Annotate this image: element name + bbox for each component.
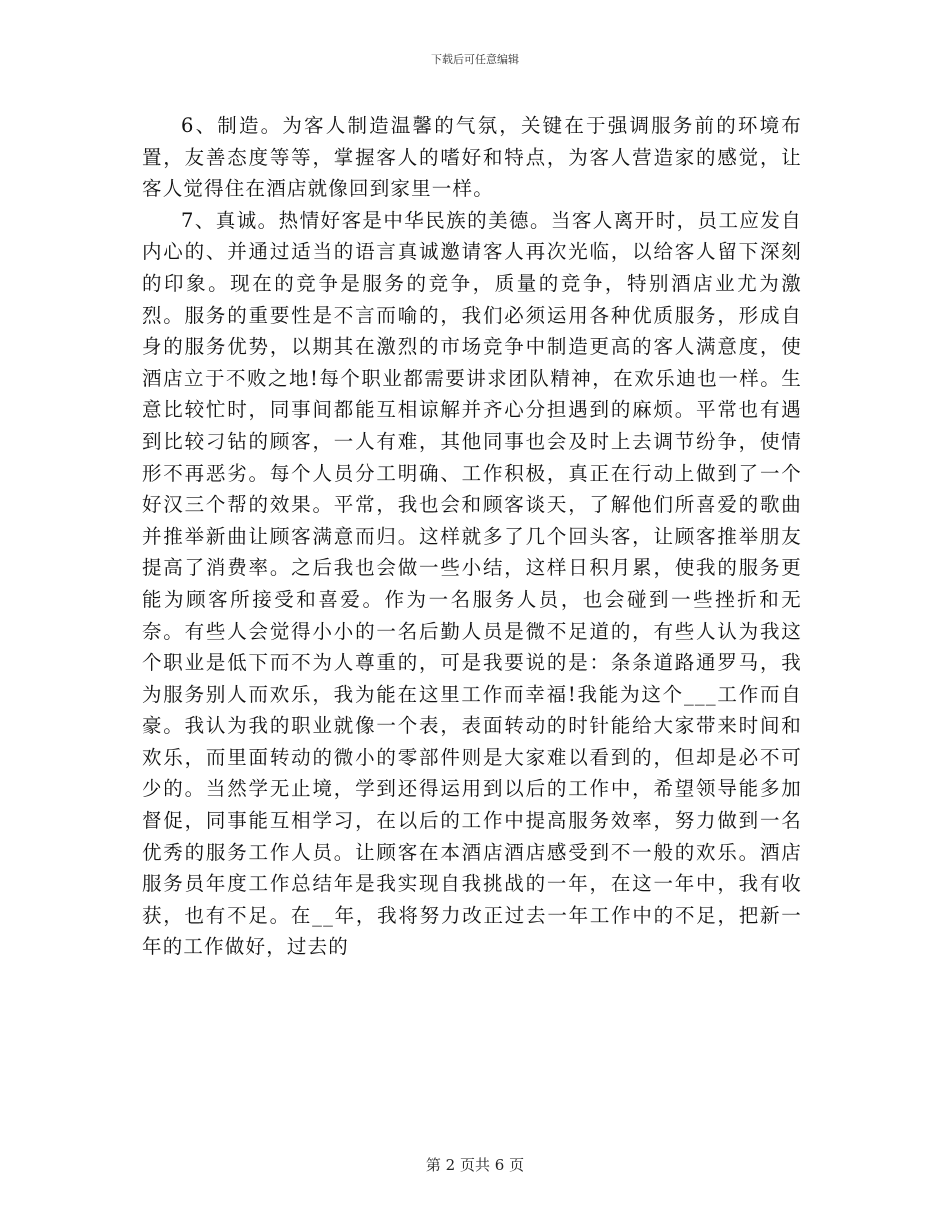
document-body [142,110,802,963]
page-number: 第 2 页共 6 页 [425,1156,525,1174]
paragraph-item-7-sincerity: 7、真诚。热情好客是中华民族的美德。当客人离开时，员工应发自内心的、并通过适当的语言真诚邀请客人再次光临，以给客人留下深刻的印象。现在的竞争是服务的竞争，质量的竞争，特别酒店业尤为激烈。服务的重要性是不言而喻的，我们必须运用各种优质服务，形成自身的服务优势，以期其在激烈的市场竞争中制造更高的客人满意度，使酒店立于不败之地!每个职业都需要讲求团队精神，在欢乐迪也一样。生意比较忙时，同事间都能互相谅解并齐心分担遇到的麻烦。平常也有遇到比较刁钻的顾客，一人有难，其他同事也会及时上去调节纷争，使情形不再恶劣。每个人员分工明确、工作积极，真正在行动上做到了一个好汉三个帮的效果。平常，我也会和顾客谈天，了解他们所喜爱的歌曲并推举新曲让顾客满意而归。这样就多了几个回头客，让顾客推举朋友提高了消费率。之后我也会做一些小结，这样日积月累，使我的服务更能为顾客所接受和喜爱。作为一名服务人员，也会碰到一些挫折和无奈。有些人会觉得小小的一名后勤人员是微不足道的，有些人认为我这个职业是低下而不为人尊重的，可是我要说的是：条条道路通罗马，我为服务别人而欢乐，我为能在这里工作而幸福!我能为这个___工作而自豪。我认为我的职业就像一个表，表面转动的时针能给大家带来时间和欢乐，而里面转动的微小的零部件则是大家难以看到的，但却是必不可少的。当然学无止境，学到还得运用到以后的工作中，希望领导能多加督促，同事能互相学习，在以后的工作中提高服务效率，努力做到一名优秀的服务工作人员。让顾客在本酒店酒店感受到不一般的欢乐。酒店服务员年度工作总结年是我实现自我挑战的一年，在这一年中，我有收获，也有不足。在__年，我将努力改正过去一年工作中的不足，把新一年的工作做好，过去的 [142,208,802,959]
paragraph-item-6-manufacture: 6、制造。为客人制造温馨的气氛，关键在于强调服务前的环境布置，友善态度等等，掌握客人的嗜好和特点，为客人营造家的感觉，让客人觉得住在酒店就像回到家里一样。 [142,114,802,201]
page-header-note: 下载后可任意编辑 [431,53,519,66]
